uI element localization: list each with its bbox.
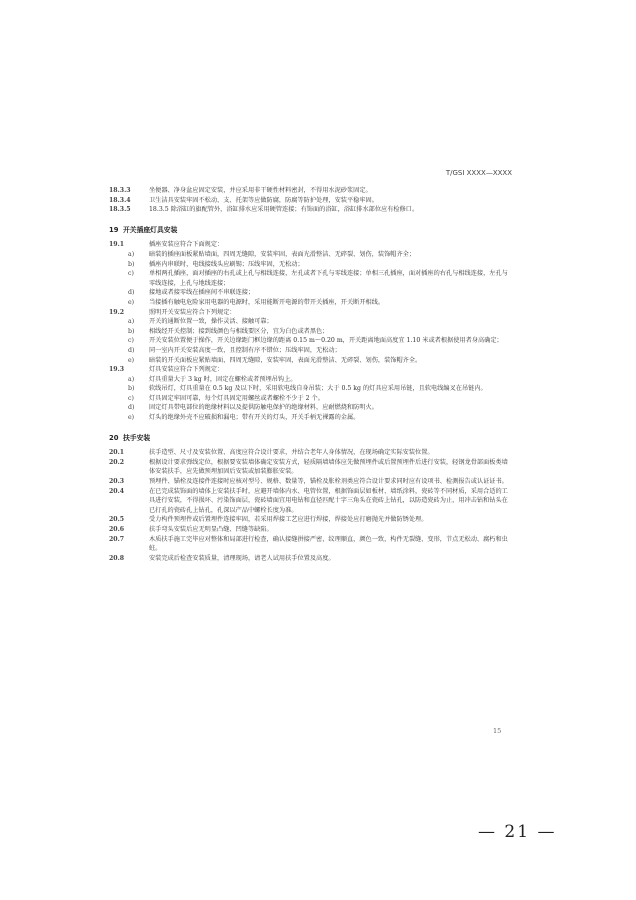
list-text: 灯具固定牢固可靠，每个灯具固定用螺丝或者螺栓不少于 2 个。 (149, 394, 324, 402)
clause-20-1 (109, 448, 514, 458)
clause-20-8 (109, 554, 514, 564)
list-marker: c) (128, 337, 134, 345)
clause-number: 20.4 (109, 487, 125, 495)
list-marker: e) (128, 356, 135, 364)
clause-20-3 (109, 477, 514, 487)
clause-number: 20.2 (109, 458, 125, 466)
clause-number: 19.2 (109, 308, 125, 316)
document-body (109, 186, 514, 563)
standard-code-header: T/GSI XXXX—XXXX (445, 169, 512, 177)
page-number: 15 (493, 727, 502, 735)
clause-text: 灯具安装应符合下列规定： (149, 366, 224, 374)
list-marker: d) (128, 404, 135, 412)
clause-number: 20.5 (109, 516, 125, 524)
list-item (109, 375, 514, 385)
clause-text: 预埋件、锚栓及连接件连接时应核对型号、规格、数量等，锚栓及胀栓剂类应符合设计要求同时应有设项书、检测报告或认证证书。 (149, 478, 508, 486)
clause-19-2 (109, 308, 514, 318)
list-text: 当接插有触电危险家用电器的电源时，采用能断开电源的带开关插座，开关断开相线。 (149, 298, 385, 306)
section-heading-19 (109, 226, 514, 236)
list-item (109, 260, 514, 270)
clause-18-3-5 (109, 205, 514, 215)
list-text: 灯头的绝缘外壳不应破损和漏电；带有开关的灯头，开关手柄无裸露的金属。 (149, 414, 360, 422)
list-item (109, 346, 514, 356)
list-item (109, 250, 514, 260)
list-text: 灯具重量大于 3 kg 时，固定在螺栓或者预埋吊钩上。 (149, 375, 297, 383)
list-text: 单相两孔插座，面对插座的右孔或上孔与相线连接，左孔或者下孔与零线连接；单相三孔插座，面对插座的右孔与相线连接，左孔与零线连接，上孔与地线连接； (149, 270, 508, 287)
section-number: 19 (109, 225, 119, 234)
clause-text: 安装完成后检查安装质量，清理现场，请老人试用扶手位置及高度。 (149, 554, 335, 562)
clause-text: 受力构件预埋件或后置埋件连接牢固，若采用焊接工艺应进行焊接，焊接处应打磨抛光并做防锈处理。 (149, 516, 428, 524)
list-item (109, 298, 514, 308)
list-text: 同一室内开关安装高度一致，且控制有序不错位；压线牢固，无松动； (149, 346, 341, 354)
clause-20-4 (109, 487, 514, 516)
list-text: 固定灯具带电部位的绝缘材料以及提供防触电保护的绝缘材料，应耐燃烧和防明火。 (149, 404, 378, 412)
clause-text: 18.3.5 除浴缸的旗配管外，浴缸排水应采用硬管连接；有饰面的浴缸，浴缸排水部位应有检修口。 (149, 206, 419, 214)
clause-number: 20.1 (109, 449, 125, 457)
clause-text: 扶手弯头安装后应无明显凸缝、凹缝等缺陷。 (149, 526, 273, 533)
list-text: 暗装的插座面板紧贴墙面，四周无缝隙，安装牢固，表面光滑整洁、无碎裂、划伤，装饰帽齐全； (149, 250, 416, 258)
list-marker: d) (128, 289, 135, 297)
clause-text: 卫生洁具安装牢固不松动、支、托架等应做防腐，防腐等防护处理，安装平稳牢固。 (149, 196, 378, 204)
clause-number: 19.1 (109, 241, 125, 249)
clause-text: 根据设计要求弹线定位，根据要安装墙体确定安装方式，轻质隔墙墙体应先做预埋件或后置预埋件后进行安装，轻钢龙骨部面板类墙体安装扶手，应先做预埋加固后安装或加装膨胀安装。 (149, 458, 508, 476)
list-marker: a) (128, 375, 135, 383)
clause-19-3 (109, 365, 514, 375)
list-item (109, 413, 514, 423)
section-title: 开关插座灯具安装 (123, 225, 178, 234)
list-item (109, 288, 514, 298)
list-marker: c) (128, 394, 134, 402)
clause-number: 20.6 (109, 526, 125, 533)
clause-20-2 (109, 458, 514, 477)
list-marker: b) (128, 260, 135, 268)
list-item (109, 317, 514, 327)
folio-number: — 21 — (478, 822, 557, 842)
clause-20-6 (109, 525, 514, 535)
list-text: 开关安装位置便于操作，开关边缘距门框边缘的距离 0.15 m～0.20 m，开关距离地面高度宜 1.10 米或者根据使用者身高确定； (149, 337, 503, 345)
clause-text: 坐便器、净身盆应固定安装，并应采用非干硬性材料密封，不得用水泥砂浆固定。 (149, 187, 372, 194)
list-marker: e) (128, 298, 135, 306)
list-item (109, 336, 514, 346)
list-text: 开关的通断位置一致，操作灵活、接触可靠； (149, 318, 273, 326)
list-text: 软线吊灯，灯具重量在 0.5 kg 及以下时，采用软电线自身吊装；大于 0.5 kg 的灯具应采用吊链，且软电线编叉在吊链内。 (149, 385, 487, 393)
clause-number: 20.3 (109, 478, 125, 486)
list-marker: d) (128, 346, 135, 354)
clause-number: 18.3.3 (109, 187, 131, 194)
list-text: 插座内串联时，电线接线头应刷锡；压线牢固，无松动； (149, 260, 304, 268)
section-title: 扶手安装 (123, 433, 151, 442)
clause-number: 19.3 (109, 366, 125, 374)
clause-number: 18.3.5 (109, 206, 131, 214)
list-item (109, 384, 514, 394)
section-number: 20 (109, 433, 119, 442)
clause-text: 在已完成装饰面的墙体上安装扶手时，应避开墙体内水、电管位置，根据饰面层如板材、墙纸涂料，瓷砖等不同材质，采用合适的工具进行安装，不得损坏、污染饰面层，瓷砖墙面宜用电钻和直径匹配十字三角头在瓷砖上钻孔，以防造瓷砖为止，用冲击钻和钻头在已打孔的瓷砖孔上钻孔，孔深以产品中螺栓长度为准。 (149, 487, 508, 514)
list-item (109, 327, 514, 337)
list-marker: a) (128, 250, 135, 258)
clause-20-5 (109, 515, 514, 525)
list-marker: a) (128, 318, 135, 326)
list-marker: b) (128, 327, 135, 335)
clause-number: 20.7 (109, 535, 125, 543)
list-item (109, 394, 514, 404)
list-item (109, 403, 514, 413)
list-item (109, 269, 514, 288)
clause-text: 照明开关安装应符合下列规定： (149, 308, 236, 316)
clause-text: 插座安装应符合下面规定： (149, 241, 224, 249)
clause-18-3-4 (109, 196, 514, 206)
clause-20-7 (109, 535, 514, 554)
clause-number: 20.8 (109, 554, 125, 562)
list-text: 暗装的开关面板应紧贴墙面，四周无缝隙，安装牢固，表面光滑整洁、无碎裂、划伤，装饰帽齐全。 (149, 356, 422, 364)
list-text: 接地或者接零线在插座间不串联连接； (149, 289, 255, 297)
clause-19-1 (109, 240, 514, 250)
section-heading-20 (109, 434, 514, 444)
clause-text: 木质扶手施工完毕应对整体和局部进行检查，确认接缝拼接严密，纹理顺直，颜色一致，构件无裂缝、变形，节点无松动、腐朽和虫蛀。 (149, 535, 508, 553)
list-marker: b) (128, 385, 135, 393)
list-marker: c) (128, 270, 134, 278)
clause-18-3-3 (109, 186, 514, 196)
list-item (109, 356, 514, 366)
list-marker: e) (128, 414, 135, 422)
clause-text: 扶手造型、尺寸及安装位置、高度应符合设计要求，并结合老年人身体情况，在现场确定实际安装位置。 (149, 449, 434, 457)
clause-number: 18.3.4 (109, 196, 131, 204)
list-text: 相线经开关控制；接到线颜色与相线要区分，宜为白色或者黑色； (149, 327, 329, 335)
